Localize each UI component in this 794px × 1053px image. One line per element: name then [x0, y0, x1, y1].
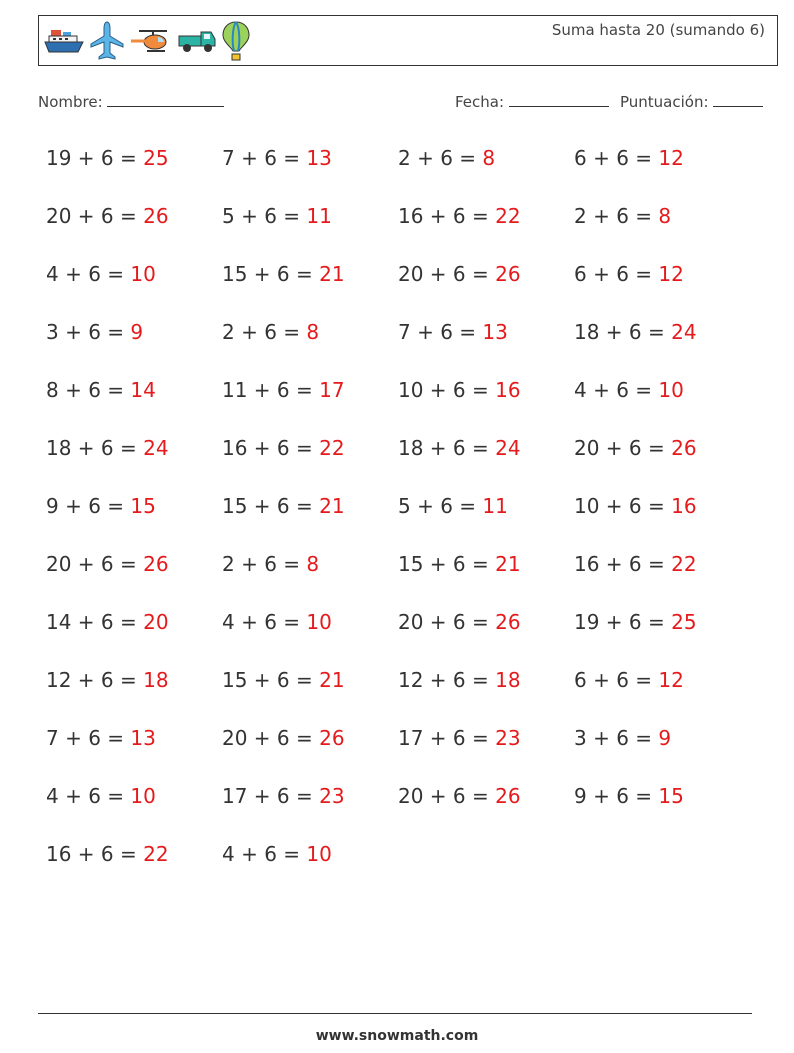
problem-question: 19 + 6 = — [574, 610, 672, 634]
problem-question: 4 + 6 = — [222, 842, 307, 866]
problem-answer: 22 — [319, 436, 345, 460]
problem-answer: 15 — [658, 784, 684, 808]
problem-item — [222, 494, 345, 518]
problem-question: 15 + 6 = — [222, 668, 320, 692]
problem-item — [46, 552, 169, 576]
problem-answer: 21 — [495, 552, 521, 576]
problem-item — [46, 146, 169, 170]
problem-question: 2 + 6 = — [398, 146, 483, 170]
problem-item — [222, 204, 332, 228]
problem-answer: 25 — [143, 146, 169, 170]
problem-question: 15 + 6 = — [222, 494, 320, 518]
problem-row — [46, 836, 766, 894]
problem-question: 20 + 6 = — [398, 610, 496, 634]
problem-answer: 25 — [671, 610, 697, 634]
problem-item — [222, 552, 319, 576]
airplane-icon — [89, 20, 125, 62]
problem-item — [574, 494, 697, 518]
problem-question: 17 + 6 = — [398, 726, 496, 750]
problem-answer: 20 — [143, 610, 169, 634]
problem-question: 12 + 6 = — [398, 668, 496, 692]
problem-row — [46, 488, 766, 546]
problem-item — [574, 668, 684, 692]
problem-row — [46, 662, 766, 720]
problem-question: 10 + 6 = — [574, 494, 672, 518]
problem-row — [46, 546, 766, 604]
problem-question: 8 + 6 = — [46, 378, 131, 402]
problem-question: 5 + 6 = — [398, 494, 483, 518]
problem-question: 20 + 6 = — [398, 262, 496, 286]
problem-item — [574, 610, 697, 634]
problem-question: 15 + 6 = — [398, 552, 496, 576]
problem-question: 16 + 6 = — [398, 204, 496, 228]
problem-item — [222, 262, 345, 286]
helicopter-icon — [129, 26, 173, 56]
problem-row — [46, 720, 766, 778]
problem-answer: 10 — [306, 842, 332, 866]
problem-item — [46, 784, 156, 808]
problem-question: 20 + 6 = — [398, 784, 496, 808]
name-line — [107, 92, 224, 107]
date-label: Fecha: — [455, 93, 505, 111]
problem-item — [46, 204, 169, 228]
problem-item — [574, 726, 671, 750]
problem-row — [46, 430, 766, 488]
problem-question: 6 + 6 = — [574, 262, 659, 286]
footer-divider — [38, 1013, 752, 1014]
problem-question: 3 + 6 = — [574, 726, 659, 750]
problem-item — [222, 726, 345, 750]
problem-answer: 14 — [130, 378, 156, 402]
problem-answer: 10 — [306, 610, 332, 634]
problem-answer: 26 — [495, 262, 521, 286]
problem-answer: 23 — [495, 726, 521, 750]
problem-question: 20 + 6 = — [46, 204, 144, 228]
problem-item — [574, 378, 684, 402]
problem-answer: 11 — [306, 204, 332, 228]
date-line — [509, 92, 609, 107]
problem-question: 3 + 6 = — [46, 320, 131, 344]
problem-item — [46, 320, 143, 344]
problem-item — [46, 726, 156, 750]
problem-row — [46, 140, 766, 198]
problem-row — [46, 604, 766, 662]
problem-answer: 10 — [130, 262, 156, 286]
problem-item — [222, 320, 319, 344]
problem-answer: 26 — [495, 610, 521, 634]
problem-row — [46, 256, 766, 314]
problem-question: 16 + 6 = — [574, 552, 672, 576]
problem-item — [46, 262, 156, 286]
problem-answer: 16 — [671, 494, 697, 518]
problem-answer: 18 — [495, 668, 521, 692]
problem-answer: 26 — [495, 784, 521, 808]
problem-item — [222, 668, 345, 692]
footer-url: www.snowmath.com — [315, 1028, 479, 1044]
problem-item — [574, 784, 684, 808]
problem-answer: 24 — [671, 320, 697, 344]
problem-item — [398, 726, 521, 750]
problem-answer: 11 — [482, 494, 508, 518]
problem-answer: 13 — [130, 726, 156, 750]
problem-row — [46, 372, 766, 430]
problem-question: 4 + 6 = — [46, 262, 131, 286]
problem-question: 5 + 6 = — [222, 204, 307, 228]
problem-answer: 18 — [143, 668, 169, 692]
problem-answer: 26 — [319, 726, 345, 750]
problem-question: 12 + 6 = — [46, 668, 144, 692]
problem-question: 2 + 6 = — [574, 204, 659, 228]
problem-question: 16 + 6 = — [46, 842, 144, 866]
problem-answer: 8 — [306, 552, 320, 576]
problem-item — [574, 204, 671, 228]
problem-answer: 13 — [306, 146, 332, 170]
problem-answer: 9 — [658, 726, 672, 750]
problem-answer: 17 — [319, 378, 345, 402]
problem-question: 18 + 6 = — [398, 436, 496, 460]
problem-question: 20 + 6 = — [574, 436, 672, 460]
problem-answer: 21 — [319, 668, 345, 692]
problem-item — [46, 436, 169, 460]
problem-item — [222, 378, 345, 402]
problem-question: 9 + 6 = — [46, 494, 131, 518]
problem-answer: 8 — [658, 204, 672, 228]
problem-row — [46, 778, 766, 836]
name-label: Nombre: — [38, 93, 103, 111]
problem-item — [222, 842, 332, 866]
problem-item — [398, 436, 521, 460]
problem-answer: 21 — [319, 494, 345, 518]
worksheet-title: Suma hasta 20 (sumando 6) — [551, 21, 765, 39]
problem-question: 11 + 6 = — [222, 378, 320, 402]
problem-answer: 22 — [495, 204, 521, 228]
problem-question: 6 + 6 = — [574, 146, 659, 170]
problem-item — [222, 610, 332, 634]
problem-item — [46, 378, 156, 402]
worksheet-header — [38, 15, 778, 66]
problem-answer: 10 — [658, 378, 684, 402]
score-label: Puntuación: — [620, 93, 709, 111]
problem-item — [222, 436, 345, 460]
truck-icon — [177, 26, 217, 56]
problem-item — [46, 668, 169, 692]
score-line — [713, 92, 763, 107]
problem-answer: 22 — [671, 552, 697, 576]
problem-row — [46, 198, 766, 256]
problem-item — [222, 784, 345, 808]
problem-answer: 15 — [130, 494, 156, 518]
problem-answer: 9 — [130, 320, 144, 344]
problem-answer: 26 — [143, 204, 169, 228]
problem-question: 20 + 6 = — [222, 726, 320, 750]
problem-question: 18 + 6 = — [574, 320, 672, 344]
problem-item — [574, 320, 697, 344]
problem-question: 16 + 6 = — [222, 436, 320, 460]
problem-item — [222, 146, 332, 170]
problem-question: 19 + 6 = — [46, 146, 144, 170]
problem-question: 6 + 6 = — [574, 668, 659, 692]
problem-answer: 22 — [143, 842, 169, 866]
problem-item — [398, 320, 508, 344]
problem-item — [398, 668, 521, 692]
problem-item — [574, 436, 697, 460]
problem-answer: 24 — [143, 436, 169, 460]
problem-question: 4 + 6 = — [46, 784, 131, 808]
problem-item — [46, 842, 169, 866]
icon-strip — [43, 20, 251, 62]
problem-answer: 26 — [671, 436, 697, 460]
problem-question: 14 + 6 = — [46, 610, 144, 634]
problem-question: 4 + 6 = — [574, 378, 659, 402]
problem-question: 17 + 6 = — [222, 784, 320, 808]
problem-item — [46, 494, 156, 518]
problem-question: 2 + 6 = — [222, 552, 307, 576]
problem-question: 7 + 6 = — [398, 320, 483, 344]
problem-item — [398, 378, 521, 402]
problem-answer: 26 — [143, 552, 169, 576]
problem-question: 10 + 6 = — [398, 378, 496, 402]
problem-item — [398, 784, 521, 808]
problem-question: 4 + 6 = — [222, 610, 307, 634]
problem-item — [46, 610, 169, 634]
problem-question: 7 + 6 = — [222, 146, 307, 170]
problem-item — [574, 146, 684, 170]
problem-question: 15 + 6 = — [222, 262, 320, 286]
problem-item — [574, 262, 684, 286]
problem-question: 2 + 6 = — [222, 320, 307, 344]
problem-answer: 12 — [658, 146, 684, 170]
name-field — [38, 92, 224, 111]
problem-item — [398, 610, 521, 634]
problem-answer: 8 — [482, 146, 496, 170]
problem-answer: 24 — [495, 436, 521, 460]
problem-item — [398, 494, 508, 518]
problem-row — [46, 314, 766, 372]
problem-item — [398, 262, 521, 286]
problem-answer: 12 — [658, 668, 684, 692]
problem-question: 20 + 6 = — [46, 552, 144, 576]
problem-answer: 12 — [658, 262, 684, 286]
date-field — [455, 92, 609, 111]
problem-answer: 8 — [306, 320, 320, 344]
problem-answer: 10 — [130, 784, 156, 808]
problem-item — [398, 552, 521, 576]
problem-item — [398, 146, 495, 170]
ship-icon — [43, 26, 85, 56]
problem-answer: 23 — [319, 784, 345, 808]
problem-question: 18 + 6 = — [46, 436, 144, 460]
problem-question: 7 + 6 = — [46, 726, 131, 750]
hot-air-balloon-icon — [221, 20, 251, 62]
problem-item — [398, 204, 521, 228]
problem-answer: 16 — [495, 378, 521, 402]
problems-grid — [46, 140, 766, 894]
score-field — [620, 92, 763, 111]
problem-item — [574, 552, 697, 576]
problem-answer: 21 — [319, 262, 345, 286]
problem-answer: 13 — [482, 320, 508, 344]
problem-question: 9 + 6 = — [574, 784, 659, 808]
